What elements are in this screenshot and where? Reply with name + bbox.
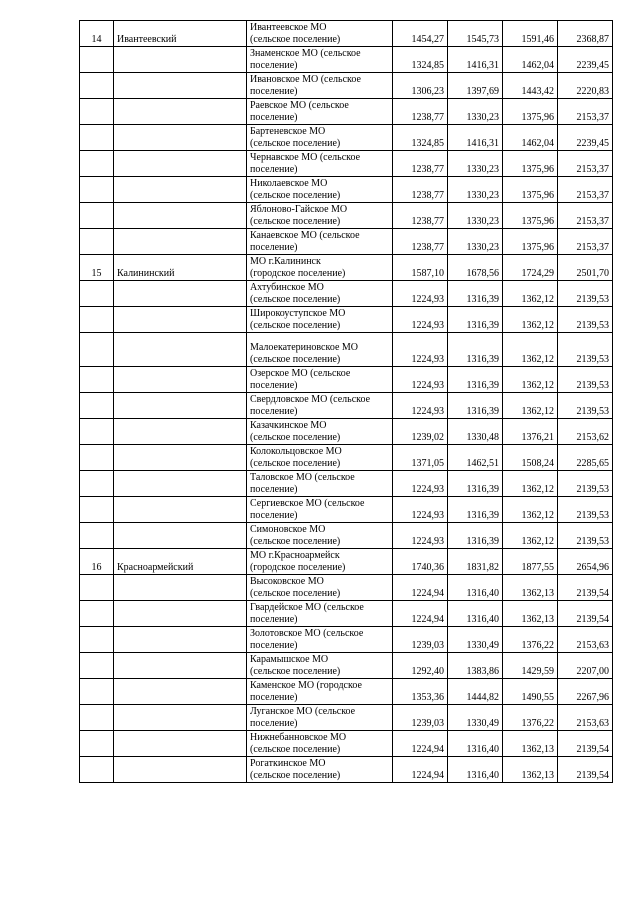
district-name [114, 679, 247, 705]
municipality-name-line: (сельское поселение) [250, 536, 341, 547]
table-row [80, 471, 613, 497]
municipality-name [247, 151, 393, 177]
municipality-name-line: поселение) [250, 242, 298, 253]
value-2: 1316,39 [448, 471, 503, 497]
value-4: 2267,96 [558, 679, 613, 705]
table-row [80, 705, 613, 731]
row-index: 15 [80, 255, 114, 281]
district-name [114, 471, 247, 497]
value-2: 1316,39 [448, 367, 503, 393]
table-body [80, 21, 613, 783]
municipality-name-line: (сельское поселение) [250, 354, 341, 365]
value-1: 1238,77 [393, 229, 448, 255]
table-row [80, 151, 613, 177]
district-name [114, 653, 247, 679]
district-name [114, 627, 247, 653]
value-4: 2139,53 [558, 367, 613, 393]
municipality-name-line: Озерское МО (сельское [250, 368, 351, 379]
value-4: 2239,45 [558, 125, 613, 151]
row-index [80, 367, 114, 393]
municipality-name [247, 333, 393, 367]
row-index [80, 757, 114, 783]
municipality-name-line: Раевское МО (сельское [250, 100, 349, 111]
municipality-name-line: (городское поселение) [250, 562, 346, 573]
municipality-name-line: Симоновское МО [250, 524, 326, 535]
row-index [80, 99, 114, 125]
value-4: 2153,37 [558, 99, 613, 125]
municipality-name [247, 255, 393, 281]
district-name [114, 445, 247, 471]
value-2: 1444,82 [448, 679, 503, 705]
value-4: 2153,63 [558, 627, 613, 653]
row-index [80, 47, 114, 73]
value-3: 1724,29 [503, 255, 558, 281]
value-2: 1330,23 [448, 151, 503, 177]
municipality-name-line: Ивановское МО (сельское [250, 74, 361, 85]
municipality-name-line: Каменское МО (городское [250, 680, 362, 691]
value-4: 2501,70 [558, 255, 613, 281]
row-index [80, 471, 114, 497]
municipality-name-line: (сельское поселение) [250, 588, 341, 599]
district-name [114, 497, 247, 523]
municipality-name-line: Золотовское МО (сельское [250, 628, 364, 639]
row-index [80, 333, 114, 367]
value-1: 1324,85 [393, 125, 448, 151]
value-4: 2153,37 [558, 203, 613, 229]
table-row [80, 419, 613, 445]
municipality-name [247, 281, 393, 307]
municipality-name [247, 73, 393, 99]
municipality-name-line: (сельское поселение) [250, 432, 341, 443]
row-index: 14 [80, 21, 114, 47]
value-2: 1678,56 [448, 255, 503, 281]
table-row [80, 177, 613, 203]
value-4: 2220,83 [558, 73, 613, 99]
value-4: 2153,37 [558, 177, 613, 203]
table-row [80, 21, 613, 47]
value-3: 1462,04 [503, 125, 558, 151]
row-index [80, 601, 114, 627]
district-name [114, 73, 247, 99]
table-row [80, 445, 613, 471]
table-row [80, 229, 613, 255]
value-4: 2153,37 [558, 151, 613, 177]
value-1: 1238,77 [393, 99, 448, 125]
municipality-name [247, 445, 393, 471]
municipality-name [247, 99, 393, 125]
municipality-name [247, 757, 393, 783]
municipality-name-line: Яблоново-Гайское МО [250, 204, 348, 215]
value-1: 1224,94 [393, 575, 448, 601]
row-index [80, 229, 114, 255]
value-4: 2207,00 [558, 653, 613, 679]
district-name: Ивантеевский [114, 21, 247, 47]
value-3: 1508,24 [503, 445, 558, 471]
value-3: 1376,21 [503, 419, 558, 445]
municipality-name-line: Гвардейское МО (сельское [250, 602, 364, 613]
value-2: 1316,40 [448, 757, 503, 783]
value-1: 1238,77 [393, 177, 448, 203]
table-row [80, 255, 613, 281]
value-3: 1376,22 [503, 627, 558, 653]
value-3: 1362,13 [503, 731, 558, 757]
value-2: 1316,39 [448, 393, 503, 419]
municipality-name [247, 653, 393, 679]
municipality-name-line: МО г.Красноармейск [250, 550, 340, 561]
value-1: 1224,93 [393, 471, 448, 497]
district-name: Красноармейский [114, 549, 247, 575]
value-3: 1362,12 [503, 367, 558, 393]
value-3: 1375,96 [503, 203, 558, 229]
table-row [80, 281, 613, 307]
value-1: 1292,40 [393, 653, 448, 679]
value-1: 1239,03 [393, 705, 448, 731]
municipality-name-line: поселение) [250, 484, 298, 495]
municipality-name-line: Таловское МО (сельское [250, 472, 355, 483]
value-2: 1462,51 [448, 445, 503, 471]
municipality-name [247, 21, 393, 47]
value-1: 1224,93 [393, 393, 448, 419]
value-2: 1416,31 [448, 47, 503, 73]
municipality-name-line: (городское поселение) [250, 268, 346, 279]
value-2: 1330,23 [448, 99, 503, 125]
value-3: 1429,59 [503, 653, 558, 679]
municipality-name-line: Луганское МО (сельское [250, 706, 356, 717]
district-name [114, 307, 247, 333]
value-3: 1362,13 [503, 601, 558, 627]
row-index [80, 445, 114, 471]
municipality-name-line: Ивантеевское МО [250, 22, 327, 33]
value-1: 1224,93 [393, 281, 448, 307]
value-1: 1224,94 [393, 757, 448, 783]
municipality-name-line: (сельское поселение) [250, 34, 341, 45]
row-index [80, 731, 114, 757]
value-3: 1362,12 [503, 281, 558, 307]
municipality-name [247, 679, 393, 705]
municipality-name-line: поселение) [250, 86, 298, 97]
municipality-name-line: Знаменское МО (сельское [250, 48, 361, 59]
value-2: 1330,23 [448, 229, 503, 255]
municipality-name-line: Широкоуступское МО [250, 308, 346, 319]
value-4: 2139,53 [558, 471, 613, 497]
value-2: 1330,49 [448, 627, 503, 653]
value-3: 1362,12 [503, 471, 558, 497]
value-3: 1362,12 [503, 333, 558, 367]
municipality-name [247, 393, 393, 419]
row-index [80, 575, 114, 601]
district-name [114, 575, 247, 601]
value-3: 1362,12 [503, 497, 558, 523]
table-row [80, 73, 613, 99]
municipality-name-line: Малоекатериновское МО [250, 342, 358, 353]
value-2: 1831,82 [448, 549, 503, 575]
value-1: 1239,02 [393, 419, 448, 445]
municipality-name-line: Сергиевское МО (сельское [250, 498, 365, 509]
row-index [80, 151, 114, 177]
district-name [114, 757, 247, 783]
municipality-name-line: (сельское поселение) [250, 320, 341, 331]
district-name [114, 151, 247, 177]
value-1: 1587,10 [393, 255, 448, 281]
value-2: 1416,31 [448, 125, 503, 151]
row-index [80, 653, 114, 679]
value-4: 2139,54 [558, 757, 613, 783]
municipality-name-line: поселение) [250, 112, 298, 123]
value-4: 2654,96 [558, 549, 613, 575]
value-2: 1330,23 [448, 203, 503, 229]
district-name [114, 47, 247, 73]
value-3: 1362,12 [503, 307, 558, 333]
value-4: 2239,45 [558, 47, 613, 73]
municipality-name [247, 627, 393, 653]
value-3: 1376,22 [503, 705, 558, 731]
municipality-name [247, 177, 393, 203]
tariff-table [79, 20, 613, 783]
municipality-name-line: Карамышское МО [250, 654, 329, 665]
value-2: 1316,39 [448, 497, 503, 523]
district-name [114, 367, 247, 393]
table-row [80, 333, 613, 367]
municipality-name-line: (сельское поселение) [250, 666, 341, 677]
value-1: 1224,93 [393, 333, 448, 367]
value-1: 1224,93 [393, 523, 448, 549]
row-index [80, 203, 114, 229]
municipality-name-line: МО г.Калининск [250, 256, 321, 267]
row-index [80, 497, 114, 523]
value-2: 1330,49 [448, 705, 503, 731]
table-row [80, 47, 613, 73]
value-2: 1330,23 [448, 177, 503, 203]
table-row [80, 393, 613, 419]
municipality-name [247, 419, 393, 445]
municipality-name-line: Нижнебанновское МО [250, 732, 347, 743]
row-index [80, 281, 114, 307]
value-1: 1224,93 [393, 497, 448, 523]
value-4: 2139,54 [558, 731, 613, 757]
district-name: Калининский [114, 255, 247, 281]
municipality-name-line: поселение) [250, 164, 298, 175]
value-1: 1224,93 [393, 367, 448, 393]
district-name [114, 601, 247, 627]
table-row [80, 203, 613, 229]
value-3: 1462,04 [503, 47, 558, 73]
table-row [80, 99, 613, 125]
value-4: 2153,37 [558, 229, 613, 255]
municipality-name [247, 367, 393, 393]
value-4: 2285,65 [558, 445, 613, 471]
municipality-name-line: (сельское поселение) [250, 458, 341, 469]
value-2: 1397,69 [448, 73, 503, 99]
value-4: 2139,53 [558, 393, 613, 419]
value-1: 1353,36 [393, 679, 448, 705]
value-3: 1443,42 [503, 73, 558, 99]
municipality-name-line: Канаевское МО (сельское [250, 230, 360, 241]
value-3: 1362,12 [503, 393, 558, 419]
value-1: 1324,85 [393, 47, 448, 73]
municipality-name [247, 497, 393, 523]
row-index [80, 393, 114, 419]
municipality-name-line: (сельское поселение) [250, 744, 341, 755]
value-4: 2139,53 [558, 281, 613, 307]
municipality-name [247, 523, 393, 549]
row-index [80, 523, 114, 549]
table-row [80, 627, 613, 653]
municipality-name-line: Бартеневское МО [250, 126, 326, 137]
municipality-name [247, 575, 393, 601]
value-3: 1362,12 [503, 523, 558, 549]
municipality-name [247, 705, 393, 731]
table-row [80, 653, 613, 679]
municipality-name-line: (сельское поселение) [250, 294, 341, 305]
row-index [80, 419, 114, 445]
municipality-name-line: поселение) [250, 614, 298, 625]
municipality-name-line: Рогаткинское МО [250, 758, 326, 769]
district-name [114, 523, 247, 549]
municipality-name-line: (сельское поселение) [250, 770, 341, 781]
district-name [114, 705, 247, 731]
municipality-name [247, 307, 393, 333]
table-row [80, 757, 613, 783]
municipality-name-line: Ахтубинское МО [250, 282, 324, 293]
value-1: 1454,27 [393, 21, 448, 47]
municipality-name-line: поселение) [250, 640, 298, 651]
municipality-name-line: поселение) [250, 60, 298, 71]
municipality-name [247, 601, 393, 627]
value-1: 1224,94 [393, 731, 448, 757]
district-name [114, 393, 247, 419]
value-2: 1545,73 [448, 21, 503, 47]
value-2: 1316,39 [448, 333, 503, 367]
value-3: 1375,96 [503, 99, 558, 125]
value-3: 1375,96 [503, 177, 558, 203]
municipality-name [247, 549, 393, 575]
value-3: 1877,55 [503, 549, 558, 575]
district-name [114, 203, 247, 229]
district-name [114, 333, 247, 367]
value-1: 1224,94 [393, 601, 448, 627]
value-4: 2139,53 [558, 523, 613, 549]
table-row [80, 575, 613, 601]
municipality-name [247, 229, 393, 255]
row-index [80, 679, 114, 705]
value-3: 1375,96 [503, 229, 558, 255]
municipality-name-line: (сельское поселение) [250, 190, 341, 201]
district-name [114, 229, 247, 255]
value-3: 1375,96 [503, 151, 558, 177]
district-name [114, 281, 247, 307]
value-4: 2153,62 [558, 419, 613, 445]
municipality-name-line: Свердловское МО (сельское [250, 394, 371, 405]
value-1: 1224,93 [393, 307, 448, 333]
municipality-name [247, 203, 393, 229]
value-2: 1316,39 [448, 281, 503, 307]
municipality-name-line: поселение) [250, 692, 298, 703]
row-index: 16 [80, 549, 114, 575]
municipality-name-line: (сельское поселение) [250, 216, 341, 227]
value-4: 2368,87 [558, 21, 613, 47]
municipality-name-line: Николаевское МО [250, 178, 328, 189]
value-2: 1383,86 [448, 653, 503, 679]
value-1: 1740,36 [393, 549, 448, 575]
district-name [114, 99, 247, 125]
district-name [114, 731, 247, 757]
municipality-name-line: поселение) [250, 406, 298, 417]
municipality-name-line: поселение) [250, 718, 298, 729]
value-2: 1316,39 [448, 307, 503, 333]
row-index [80, 125, 114, 151]
value-3: 1490,55 [503, 679, 558, 705]
value-2: 1316,40 [448, 601, 503, 627]
table-row [80, 549, 613, 575]
value-4: 2139,54 [558, 575, 613, 601]
value-1: 1306,23 [393, 73, 448, 99]
value-2: 1316,40 [448, 575, 503, 601]
table-row [80, 523, 613, 549]
table-row [80, 679, 613, 705]
value-4: 2139,53 [558, 307, 613, 333]
value-3: 1362,13 [503, 757, 558, 783]
value-2: 1316,40 [448, 731, 503, 757]
value-4: 2139,53 [558, 497, 613, 523]
value-2: 1316,39 [448, 523, 503, 549]
table-row [80, 367, 613, 393]
table-row [80, 307, 613, 333]
value-4: 2139,53 [558, 333, 613, 367]
row-index [80, 177, 114, 203]
value-2: 1330,48 [448, 419, 503, 445]
value-1: 1239,03 [393, 627, 448, 653]
municipality-name-line: (сельское поселение) [250, 138, 341, 149]
district-name [114, 125, 247, 151]
value-1: 1371,05 [393, 445, 448, 471]
value-4: 2139,54 [558, 601, 613, 627]
district-name [114, 177, 247, 203]
district-name [114, 419, 247, 445]
municipality-name-line: поселение) [250, 510, 298, 521]
value-1: 1238,77 [393, 151, 448, 177]
row-index [80, 627, 114, 653]
row-index [80, 307, 114, 333]
municipality-name-line: Казачкинское МО [250, 420, 327, 431]
table-row [80, 731, 613, 757]
municipality-name [247, 47, 393, 73]
value-4: 2153,63 [558, 705, 613, 731]
table-row [80, 601, 613, 627]
municipality-name-line: поселение) [250, 380, 298, 391]
municipality-name [247, 731, 393, 757]
table-row [80, 497, 613, 523]
table-row [80, 125, 613, 151]
value-3: 1362,13 [503, 575, 558, 601]
row-index [80, 705, 114, 731]
municipality-name-line: Чернавское МО (сельское [250, 152, 361, 163]
value-1: 1238,77 [393, 203, 448, 229]
municipality-name [247, 471, 393, 497]
value-3: 1591,46 [503, 21, 558, 47]
municipality-name-line: Колокольцовское МО [250, 446, 342, 457]
row-index [80, 73, 114, 99]
municipality-name-line: Высоковское МО [250, 576, 324, 587]
municipality-name [247, 125, 393, 151]
